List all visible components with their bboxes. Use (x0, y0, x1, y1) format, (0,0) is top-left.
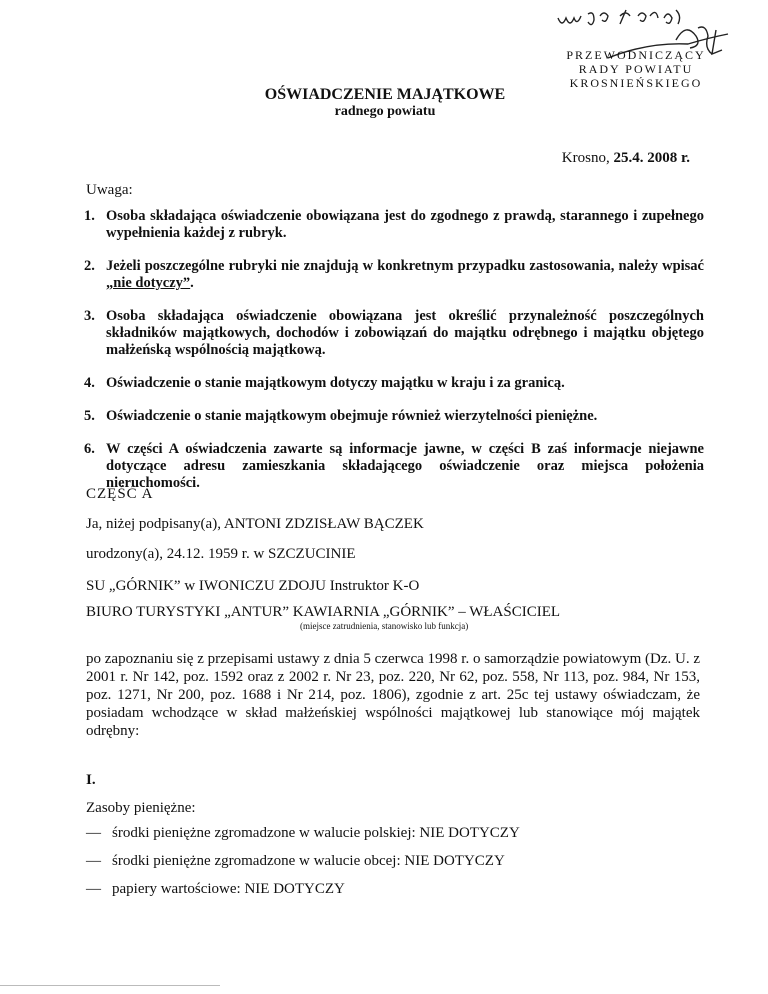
declaration-paragraph: po zapoznaniu się z przepisami ustawy z dnia 5 czerwca 1998 r. o samorządzie powiatowym (Dz. U. z 2001 r. Nr 142, poz. 1592 oraz z 2002 r. Nr 23, poz. 220, Nr 62, poz. 558, Nr 113, poz. 984, Nr 153, poz. 1271, Nr 200, poz. 1688 i Nr 214, poz. 1806), zgodnie z art. 25c tej ustawy oświadczam, że posiadam wchodzące w skład małżeńskiej wspólności majątkowej lub stanowiące mój majątek odrębny: (86, 651, 700, 739)
note-text (106, 258, 704, 292)
dash: — (86, 825, 101, 841)
note-number: 2. (84, 258, 95, 274)
note-number: 1. (84, 208, 95, 224)
notes-list (84, 208, 704, 508)
note-number: 5. (84, 408, 95, 424)
note-text: Oświadczenie o stanie majątkowym dotyczy majątku w kraju i za granicą. (106, 375, 565, 391)
note-text-part: Jeżeli poszczególne rubryki nie znajdują w konkretnym przypadku zastosowania, należy wpisać (106, 258, 704, 274)
document-title: OŚWIADCZENIE MAJĄTKOWE (264, 86, 506, 103)
stamp-line-1: PRZEWODNICZĄCY (566, 48, 706, 62)
note-text: Oświadczenie o stanie majątkowym obejmuje również wierzytelności pieniężne. (106, 408, 598, 424)
note-item (84, 408, 704, 425)
declarant-name-line: Ja, niżej podpisany(a), ANTONI ZDZISŁAW BĄCZEK (86, 516, 424, 532)
note-item (84, 258, 704, 292)
date: 25.4. 2008 r. (613, 150, 690, 166)
employment-line-1: SU „GÓRNIK” w IWONICZU ZDOJU Instruktor K-O (86, 578, 420, 594)
document-subtitle: radnego powiatu (334, 104, 436, 119)
note-item (84, 308, 704, 359)
place: Krosno, (561, 150, 610, 166)
note-number: 4. (84, 375, 95, 391)
part-a-title: CZĘŚĆ A (86, 486, 154, 502)
note-text: W części A oświadczenia zawarte są informacje jawne, w części B zaś informacje niejawne dotyczące adresu zamieszkania składającego oświadczenie oraz miejsca położenia nieruchomości. (106, 441, 704, 491)
section-title: Zasoby pieniężne: (86, 800, 196, 816)
employment-caption: (miejsce zatrudnienia, stanowisko lub funkcja) (300, 621, 469, 631)
asset-text: papiery wartościowe: NIE DOTYCZY (112, 881, 345, 897)
note-underlined-text: „nie dotyczy” (106, 275, 191, 291)
scan-edge-line (0, 985, 220, 986)
asset-item (86, 853, 505, 870)
asset-item (86, 881, 345, 898)
note-text: Osoba składająca oświadczenie obowiązana jest do zgodnego z prawdą, starannego i zupełnego wypełnienia każdej z rubryk. (106, 208, 704, 241)
dash: — (86, 881, 101, 897)
notes-heading: Uwaga: (86, 182, 133, 198)
place-and-date (470, 150, 690, 167)
asset-text: środki pieniężne zgromadzone w walucie obcej: NIE DOTYCZY (112, 853, 505, 869)
note-item (84, 208, 704, 242)
note-item (84, 375, 704, 392)
stamp-line-3: KROSNIEŃSKIEGO (569, 76, 703, 90)
section-heading: I. (86, 772, 96, 788)
asset-item (86, 825, 520, 842)
office-stamp (556, 48, 716, 90)
note-item (84, 441, 704, 492)
employment-line-2: BIURO TURYSTYKI „ANTUR” KAWIARNIA „GÓRNIK” – WŁAŚCICIEL (86, 604, 561, 620)
note-text: Osoba składająca oświadczenie obowiązana jest określić przynależność poszczególnych składników majątkowych, dochodów i zobowiązań do majątku odrębnego i majątku objętego małżeńską wspólnością majątkową. (106, 308, 704, 358)
birth-line: urodzony(a), 24.12. 1959 r. w SZCZUCINIE (86, 546, 356, 562)
dash: — (86, 853, 101, 869)
note-text-end: . (190, 275, 194, 291)
note-number: 6. (84, 441, 95, 457)
note-number: 3. (84, 308, 95, 324)
stamp-line-2: RADY POWIATU (578, 62, 694, 76)
asset-text: środki pieniężne zgromadzone w walucie polskiej: NIE DOTYCZY (112, 825, 520, 841)
